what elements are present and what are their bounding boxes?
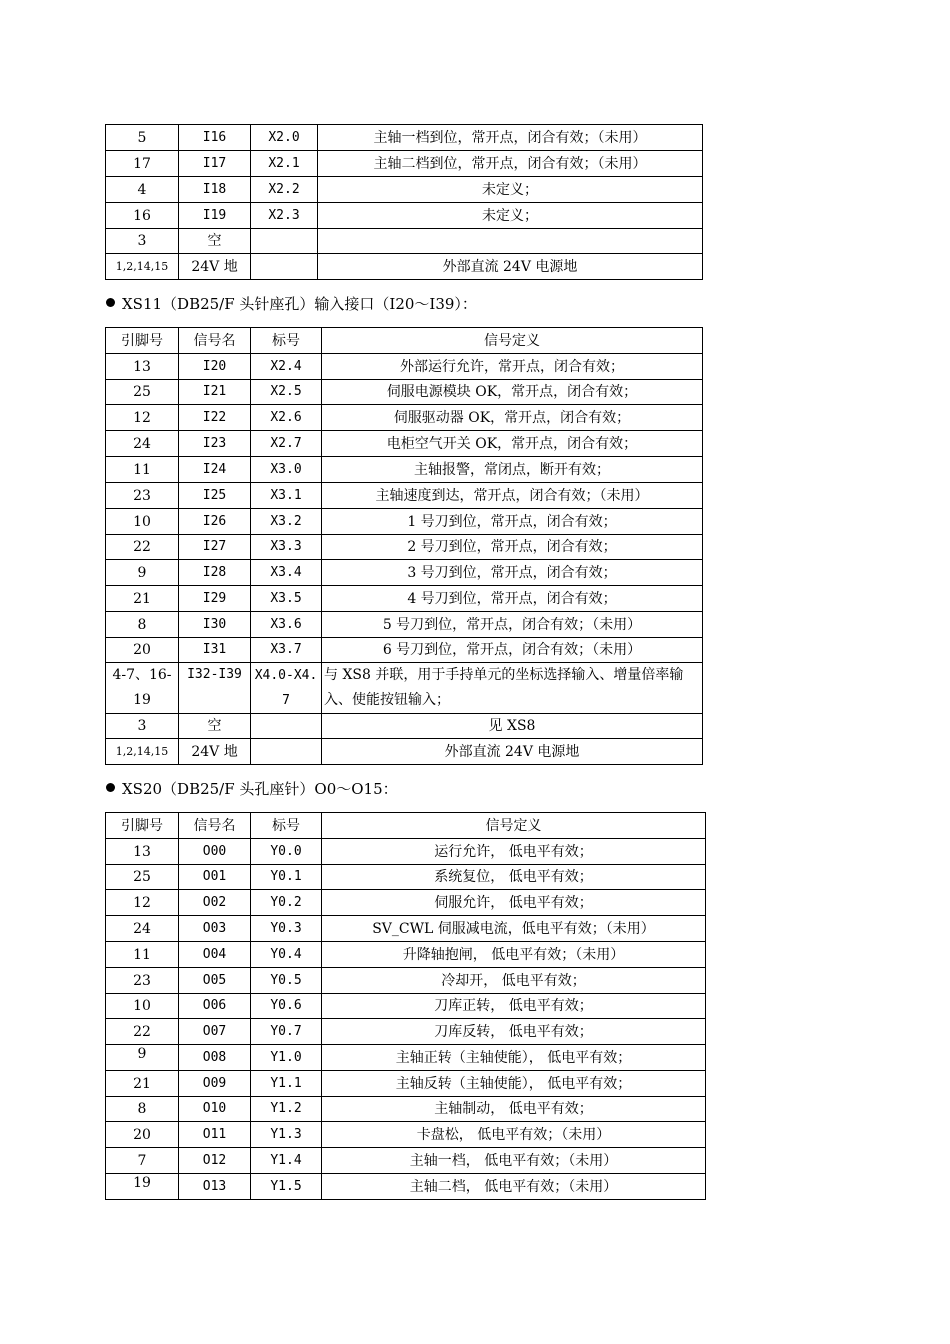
- signal-cell: I24: [179, 457, 251, 483]
- xs11-input-table: [105, 327, 703, 765]
- table-row: [106, 1148, 706, 1174]
- definition-cell: 1 号刀到位，常开点，闭合有效；: [322, 509, 703, 535]
- header-signal: 信号名: [179, 813, 251, 839]
- table-row: [106, 714, 703, 739]
- pin-cell: 22: [106, 1019, 179, 1045]
- bullet-icon: [106, 783, 115, 792]
- signal-cell: I28: [179, 560, 251, 586]
- signal-cell: I22: [179, 405, 251, 431]
- pin-cell: 10: [106, 509, 179, 535]
- definition-cell: 伺服允许， 低电平有效；: [322, 890, 706, 916]
- signal-cell: O07: [179, 1019, 251, 1045]
- label-cell: [251, 254, 318, 280]
- definition-cell: 3 号刀到位，常开点，闭合有效；: [322, 560, 703, 586]
- definition-cell: 刀库反转， 低电平有效；: [322, 1019, 706, 1045]
- pin-cell: 3: [106, 714, 179, 739]
- xs20-heading-text: XS20（DB25/F 头孔座针）O0～O15：: [122, 780, 398, 798]
- pin-cell: 25: [106, 380, 179, 405]
- bullet-icon: [106, 298, 115, 307]
- label-cell: X3.6: [251, 612, 322, 638]
- pin-cell: 7: [106, 1148, 179, 1174]
- pin-cell: 13: [106, 839, 179, 865]
- table-row: [106, 839, 706, 865]
- table-row: [106, 865, 706, 890]
- table-row: [106, 535, 703, 560]
- signal-cell: 空: [179, 229, 251, 254]
- signal-cell: I26: [179, 509, 251, 535]
- pin-cell: 21: [106, 586, 179, 612]
- definition-cell: SV_CWL 伺服减电流，低电平有效；（未用）: [322, 916, 706, 942]
- pin-cell: 17: [106, 151, 179, 177]
- signal-cell: O10: [179, 1097, 251, 1122]
- label-cell: Y1.4: [251, 1148, 322, 1174]
- definition-cell: 外部运行允许，常开点，闭合有效；: [322, 354, 703, 380]
- table-row: [106, 916, 706, 942]
- table-row: [106, 942, 706, 968]
- table-row: [106, 968, 706, 994]
- signal-cell: I30: [179, 612, 251, 638]
- definition-cell: 主轴正转（主轴使能）， 低电平有效；: [322, 1045, 706, 1071]
- label-cell: X2.5: [251, 380, 322, 405]
- header-label: 标号: [251, 813, 322, 839]
- signal-cell: I25: [179, 483, 251, 509]
- signal-cell: O05: [179, 968, 251, 994]
- xs11-heading: [106, 294, 477, 314]
- signal-cell: 24V 地: [179, 254, 251, 280]
- signal-cell: O11: [179, 1122, 251, 1148]
- pin-cell: 11: [106, 942, 179, 968]
- pin-cell: 20: [106, 1122, 179, 1148]
- table-header-row: [106, 328, 703, 354]
- xs20-output-table: [105, 812, 706, 1200]
- xs11-heading-text: XS11（DB25/F 头针座孔）输入接口（I20～I39）：: [122, 295, 477, 313]
- signal-cell: O08: [179, 1045, 251, 1071]
- table-row: [106, 1174, 706, 1200]
- header-definition: 信号定义: [322, 328, 703, 354]
- label-cell: X2.4: [251, 354, 322, 380]
- label-cell: Y0.1: [251, 865, 322, 890]
- definition-cell: 冷却开， 低电平有效；: [322, 968, 706, 994]
- label-cell: X3.0: [251, 457, 322, 483]
- signal-cell: O13: [179, 1174, 251, 1200]
- pin-cell: 1,2,14,15: [106, 254, 179, 280]
- definition-cell: 卡盘松， 低电平有效；（未用）: [322, 1122, 706, 1148]
- definition-cell: 与 XS8 并联，用于手持单元的坐标选择输入、增量倍率输入、使能按钮输入；: [322, 663, 703, 714]
- pin-cell: 4: [106, 177, 179, 203]
- label-cell: X2.3: [251, 203, 318, 229]
- table-row: [106, 457, 703, 483]
- header-label: 标号: [251, 328, 322, 354]
- label-cell: Y0.6: [251, 994, 322, 1019]
- definition-cell: 外部直流 24V 电源地: [322, 739, 703, 765]
- definition-cell: 主轴报警，常闭点，断开有效；: [322, 457, 703, 483]
- table-row: [106, 229, 703, 254]
- pin-cell: 8: [106, 612, 179, 638]
- signal-cell: 空: [179, 714, 251, 739]
- label-cell: X3.7: [251, 638, 322, 663]
- signal-cell: O04: [179, 942, 251, 968]
- definition-cell: 外部直流 24V 电源地: [318, 254, 703, 280]
- label-cell: X4.0-X4.7: [251, 663, 322, 714]
- definition-cell: 5 号刀到位，常开点，闭合有效；（未用）: [322, 612, 703, 638]
- table-row: [106, 354, 703, 380]
- signal-cell: I20: [179, 354, 251, 380]
- table-row: [106, 1071, 706, 1097]
- header-pin: 引脚号: [106, 813, 179, 839]
- table-row: [106, 994, 706, 1019]
- pin-cell: 9: [106, 560, 179, 586]
- definition-cell: 2 号刀到位，常开点，闭合有效；: [322, 535, 703, 560]
- table-row: [106, 560, 703, 586]
- signal-cell: I29: [179, 586, 251, 612]
- table-row: [106, 177, 703, 203]
- pin-cell: 3: [106, 229, 179, 254]
- label-cell: Y1.2: [251, 1097, 322, 1122]
- definition-cell: 伺服驱动器 OK，常开点，闭合有效；: [322, 405, 703, 431]
- definition-cell: 主轴反转（主轴使能）， 低电平有效；: [322, 1071, 706, 1097]
- pin-cell: 1,2,14,15: [106, 739, 179, 765]
- label-cell: Y0.7: [251, 1019, 322, 1045]
- pin-cell: 5: [106, 125, 179, 151]
- definition-cell: 升降轴抱闸， 低电平有效；（未用）: [322, 942, 706, 968]
- pin-cell: 11: [106, 457, 179, 483]
- header-definition: 信号定义: [322, 813, 706, 839]
- signal-cell: I32-I39: [179, 663, 251, 714]
- definition-cell: 主轴一档到位，常开点，闭合有效；（未用）: [318, 125, 703, 151]
- signal-cell: O06: [179, 994, 251, 1019]
- label-cell: Y1.5: [251, 1174, 322, 1200]
- pin-cell: 9: [106, 1045, 179, 1071]
- label-cell: Y0.3: [251, 916, 322, 942]
- table-row: [106, 405, 703, 431]
- table-row: [106, 739, 703, 765]
- table-row: [106, 663, 703, 714]
- pin-cell: 24: [106, 431, 179, 457]
- pin-cell: 20: [106, 638, 179, 663]
- pin-cell: 16: [106, 203, 179, 229]
- definition-cell: [318, 229, 703, 254]
- pin-cell: 4-7、16-19: [106, 663, 179, 714]
- definition-cell: 未定义；: [318, 177, 703, 203]
- table-row: [106, 1045, 706, 1071]
- xs20-heading: [106, 779, 398, 799]
- label-cell: X2.0: [251, 125, 318, 151]
- table-row: [106, 125, 703, 151]
- definition-cell: 主轴制动， 低电平有效；: [322, 1097, 706, 1122]
- table-row: [106, 483, 703, 509]
- label-cell: X3.3: [251, 535, 322, 560]
- definition-cell: 6 号刀到位，常开点，闭合有效；（未用）: [322, 638, 703, 663]
- definition-cell: 运行允许， 低电平有效；: [322, 839, 706, 865]
- definition-cell: 主轴二档到位，常开点，闭合有效；（未用）: [318, 151, 703, 177]
- signal-cell: O03: [179, 916, 251, 942]
- signal-cell: I31: [179, 638, 251, 663]
- definition-cell: 电柜空气开关 OK，常开点，闭合有效；: [322, 431, 703, 457]
- signal-cell: I18: [179, 177, 251, 203]
- pin-cell: 8: [106, 1097, 179, 1122]
- definition-cell: 刀库正转， 低电平有效；: [322, 994, 706, 1019]
- label-cell: X2.6: [251, 405, 322, 431]
- signal-cell: I17: [179, 151, 251, 177]
- table-header-row: [106, 813, 706, 839]
- pin-cell: 22: [106, 535, 179, 560]
- pin-cell: 25: [106, 865, 179, 890]
- table-row: [106, 151, 703, 177]
- label-cell: [251, 714, 322, 739]
- table-row: [106, 380, 703, 405]
- pin-cell: 23: [106, 483, 179, 509]
- signal-cell: I23: [179, 431, 251, 457]
- pin-cell: 23: [106, 968, 179, 994]
- definition-cell: 4 号刀到位，常开点，闭合有效；: [322, 586, 703, 612]
- label-cell: [251, 229, 318, 254]
- table-row: [106, 1097, 706, 1122]
- signal-cell: O09: [179, 1071, 251, 1097]
- signal-cell: O02: [179, 890, 251, 916]
- header-signal: 信号名: [179, 328, 251, 354]
- label-cell: X3.1: [251, 483, 322, 509]
- pin-cell: 12: [106, 890, 179, 916]
- signal-cell: I27: [179, 535, 251, 560]
- definition-cell: 主轴二档， 低电平有效；（未用）: [322, 1174, 706, 1200]
- label-cell: X2.2: [251, 177, 318, 203]
- label-cell: Y0.4: [251, 942, 322, 968]
- table-row: [106, 1019, 706, 1045]
- label-cell: X3.4: [251, 560, 322, 586]
- pin-cell: 21: [106, 1071, 179, 1097]
- signal-cell: O01: [179, 865, 251, 890]
- signal-cell: I19: [179, 203, 251, 229]
- label-cell: X3.2: [251, 509, 322, 535]
- definition-cell: 主轴一档， 低电平有效；（未用）: [322, 1148, 706, 1174]
- label-cell: X2.1: [251, 151, 318, 177]
- label-cell: Y0.5: [251, 968, 322, 994]
- signal-cell: O12: [179, 1148, 251, 1174]
- signal-cell: 24V 地: [179, 739, 251, 765]
- label-cell: Y1.3: [251, 1122, 322, 1148]
- definition-cell: 主轴速度到达，常开点，闭合有效；（未用）: [322, 483, 703, 509]
- table-row: [106, 638, 703, 663]
- table-row: [106, 509, 703, 535]
- label-cell: Y0.0: [251, 839, 322, 865]
- table-row: [106, 586, 703, 612]
- label-cell: Y0.2: [251, 890, 322, 916]
- signal-cell: O00: [179, 839, 251, 865]
- pin-cell: 12: [106, 405, 179, 431]
- label-cell: X2.7: [251, 431, 322, 457]
- pin-cell: 13: [106, 354, 179, 380]
- signal-cell: I21: [179, 380, 251, 405]
- definition-cell: 见 XS8: [322, 714, 703, 739]
- label-cell: X3.5: [251, 586, 322, 612]
- table-row: [106, 1122, 706, 1148]
- definition-cell: 未定义；: [318, 203, 703, 229]
- signal-cell: I16: [179, 125, 251, 151]
- label-cell: Y1.0: [251, 1045, 322, 1071]
- io-table-continued: [105, 124, 703, 280]
- pin-cell: 10: [106, 994, 179, 1019]
- definition-cell: 系统复位， 低电平有效；: [322, 865, 706, 890]
- table-row: [106, 431, 703, 457]
- label-cell: [251, 739, 322, 765]
- header-pin: 引脚号: [106, 328, 179, 354]
- table-row: [106, 254, 703, 280]
- pin-cell: 24: [106, 916, 179, 942]
- pin-cell: 19: [106, 1174, 179, 1200]
- table-row: [106, 612, 703, 638]
- table-row: [106, 203, 703, 229]
- table-row: [106, 890, 706, 916]
- definition-cell: 伺服电源模块 OK，常开点，闭合有效；: [322, 380, 703, 405]
- label-cell: Y1.1: [251, 1071, 322, 1097]
